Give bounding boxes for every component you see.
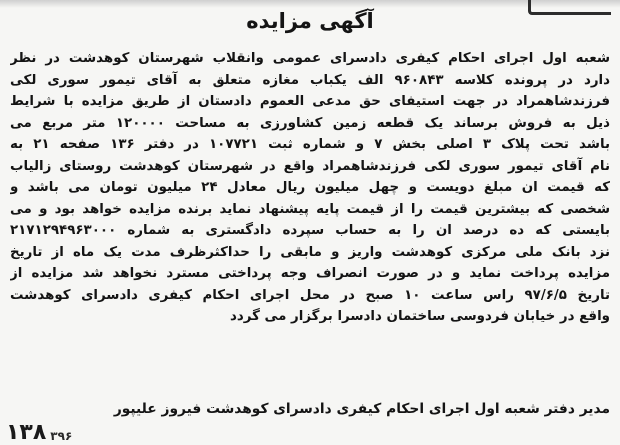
notice-body xyxy=(10,48,610,328)
body-line: فرزندشاهمراد در جهت استیفای حق مدعی العموم دادستان از طریق مزایده با شرایط xyxy=(10,94,610,109)
body-line: نزد بانک ملی مرکزی کوهدشت واریز و مابقی را حداکثرظرف مدت یک ماه از تاریخ xyxy=(10,244,610,260)
body-line: بایستی که ده درصد ان را به حساب سپرده دادگستری به شماره ۲۱۷۱۲۹۴۹۶۳۰۰۰ xyxy=(10,223,610,238)
notice-title: آگهی مزایده xyxy=(246,9,374,33)
body-line: نام آقای تیمور سوری لکی فرزندشاهمراد واقع در شهرستان کوهدشت روستای زالیاب xyxy=(10,158,610,174)
body-line: شخصی که بیشترین قیمت را از قیمت پایه پیشنهاد نماید برنده مزایده خواهد بود و می xyxy=(10,201,610,217)
body-line: دارد در پرونده کلاسه ۹۶۰۸۴۳ الف یکباب مغازه متعلق به آقای تیمور سوری لکی xyxy=(10,72,610,88)
body-line: مزایده پرداخت نماید و در صورت انصراف وجه پرداختی مسترد نخواهد شد مزایده از xyxy=(10,266,610,281)
body-line: باشد تحت پلاک ۳ اصلی بخش ۷ و شماره ثبت ۱۰۷۷۲۱ در دفتر ۱۳۶ صفحه ۲۱ به xyxy=(10,137,610,152)
footer-code-suffix: ۳۹۶ xyxy=(50,429,73,443)
body-line: واقع در خیابان فردوسی ساختمان دادسرا برگزار می گردد xyxy=(230,309,610,324)
body-line: که قیمت ان مبلغ دویست و چهل میلیون ریال معادل ۲۴ میلیون تومان می باشد و xyxy=(10,180,610,195)
footer-code-number: ۱۳۸ xyxy=(6,420,47,445)
body-line: تاریخ ۹۷/۶/۵ راس ساعت ۱۰ صبح در محل اجرای احکام کیفری دادسرای کوهدشت xyxy=(10,287,610,303)
signature-line: مدیر دفتر شعبه اول اجرای احکام کیفری دادسرای کوهدشت فیروز علیپور xyxy=(113,401,610,417)
footer-code xyxy=(6,421,72,444)
body-line: ذیل به فروش برساند یک قطعه زمین کشاورزی به مساحت ۱۲۰۰۰۰ متر مربع می xyxy=(10,115,610,131)
body-line: شعبه اول اجرای احکام کیفری دادسرای عمومی وانقلاب شهرستان کوهدشت در نظر xyxy=(10,51,610,66)
